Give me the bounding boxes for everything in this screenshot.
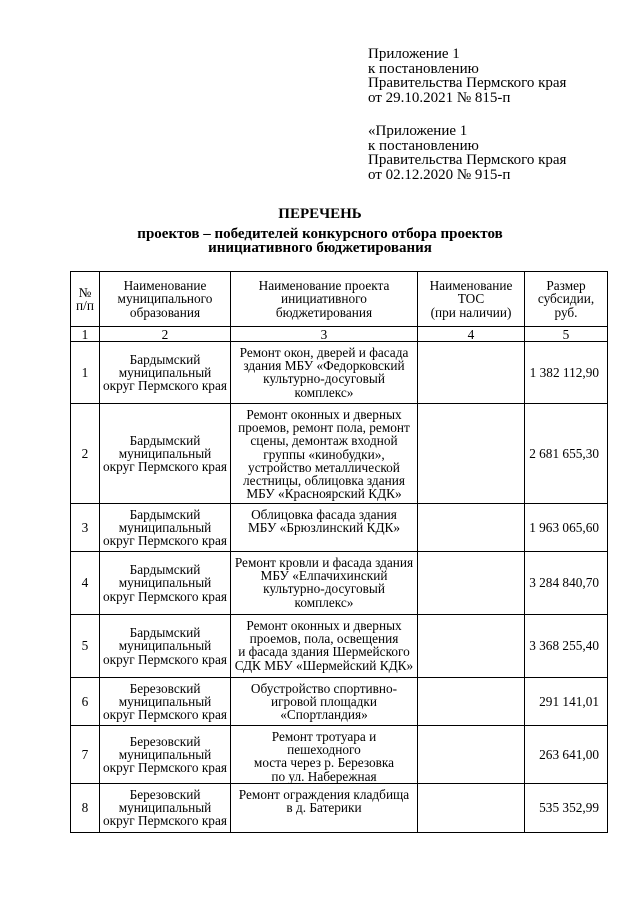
- municipality-cell: [100, 678, 231, 726]
- column-number: 4: [418, 327, 525, 342]
- row-number: 4: [71, 552, 100, 615]
- header-number: № п/п: [71, 272, 100, 327]
- appendix-line: к постановлению: [368, 60, 479, 77]
- tos-cell: [418, 783, 525, 832]
- project-line: Ремонт тротуара и пешеходного: [271, 729, 377, 758]
- municipality-line: муниципальный: [118, 575, 212, 591]
- subsidy-cell: 291 141,01: [525, 678, 608, 726]
- project-cell: [231, 504, 418, 552]
- column-number: 2: [100, 327, 231, 342]
- appendix-line: от 02.12.2020 № 915-п: [368, 166, 511, 183]
- column-number-row: [71, 327, 608, 342]
- appendix-line: от 29.10.2021 № 815-п: [368, 89, 511, 106]
- subsidy-cell: 535 352,99: [525, 783, 608, 832]
- header-project: Наименование проекта инициативного бюджетирования: [231, 272, 418, 327]
- table-row: [71, 552, 608, 615]
- project-line: устройство металлической: [248, 459, 400, 475]
- project-line: культурно-досуговый: [263, 581, 385, 597]
- subsidy-cell: 2 681 655,30: [525, 404, 608, 504]
- appendix-line: Правительства Пермского края: [368, 75, 567, 91]
- project-cell: [231, 615, 418, 678]
- municipality-cell: [100, 404, 231, 504]
- project-line: в д. Батерики: [286, 800, 362, 816]
- project-line: группы «кинобудки»,: [263, 446, 385, 462]
- municipality-line: муниципальный: [118, 638, 212, 654]
- project-line: Ремонт кровли и фасада здания: [234, 555, 414, 570]
- document-subtitle: [0, 227, 640, 255]
- table-row: [71, 615, 608, 678]
- project-line: здания МБУ «Федорковский: [243, 358, 405, 374]
- header-municipality: Наименование муниципального образования: [100, 272, 231, 327]
- project-line: по ул. Набережная: [271, 768, 377, 784]
- municipality-line: Бардымский: [129, 432, 201, 448]
- tos-cell: [418, 552, 525, 615]
- project-line: культурно-досуговый: [263, 371, 385, 387]
- project-line: МБУ «Красноярский КДК»: [246, 486, 402, 502]
- subsidy-cell: 3 284 840,70: [525, 552, 608, 615]
- municipality-line: Бардымский: [129, 625, 201, 641]
- document-title: ПЕРЕЧЕНЬ: [278, 206, 362, 222]
- tos-cell: [418, 404, 525, 504]
- row-number: 1: [71, 342, 100, 404]
- table-row: [71, 783, 608, 832]
- header-subsidy: Размер субсидии, руб.: [525, 272, 608, 327]
- table-row: [71, 726, 608, 784]
- municipality-line: округ Пермского края: [103, 459, 227, 475]
- subsidy-cell: 1 963 065,60: [525, 504, 608, 552]
- project-line: Обустройство спортивно-: [250, 681, 398, 696]
- municipality-cell: [100, 615, 231, 678]
- tos-cell: [418, 726, 525, 784]
- municipality-line: округ Пермского края: [103, 651, 227, 667]
- appendix-current: [368, 47, 566, 105]
- municipality-line: муниципальный: [118, 364, 212, 380]
- project-cell: [231, 342, 418, 404]
- subsidy-cell: 3 368 255,40: [525, 615, 608, 678]
- municipality-line: муниципальный: [118, 693, 212, 709]
- row-number: 2: [71, 404, 100, 504]
- project-line: моста через р. Березовка: [253, 755, 395, 771]
- project-line: проемов, ремонт пола, ремонт: [238, 420, 410, 436]
- municipality-line: округ Пермского края: [103, 760, 227, 775]
- project-line: комплекс»: [294, 594, 354, 610]
- municipality-cell: [100, 783, 231, 832]
- tos-cell: [418, 678, 525, 726]
- project-line: Ремонт окон, дверей и фасада: [239, 345, 409, 360]
- column-number: 5: [525, 327, 608, 342]
- project-cell: [231, 552, 418, 615]
- municipality-line: округ Пермского края: [103, 533, 227, 549]
- municipality-cell: [100, 726, 231, 784]
- appendix-line: Приложение 1: [368, 46, 460, 62]
- project-line: Ремонт ограждения кладбища: [238, 786, 410, 802]
- subtitle-line: проектов – победителей конкурсного отбора проектов: [137, 226, 503, 242]
- appendix-line: «Приложение 1: [368, 123, 468, 139]
- municipality-line: округ Пермского края: [103, 588, 227, 604]
- municipality-line: муниципальный: [118, 746, 212, 762]
- municipality-cell: [100, 504, 231, 552]
- municipality-line: муниципальный: [118, 800, 212, 816]
- project-line: игровой площадки: [270, 694, 378, 710]
- municipality-line: муниципальный: [118, 445, 212, 461]
- tos-cell: [418, 342, 525, 404]
- municipality-line: Бардымский: [129, 506, 201, 522]
- project-line: и фасада здания Шермейского: [238, 644, 410, 660]
- tos-cell: [418, 615, 525, 678]
- project-cell: [231, 404, 418, 504]
- row-number: 8: [71, 783, 100, 832]
- project-line: Ремонт оконных и дверных: [246, 407, 402, 422]
- appendix-line: Правительства Пермского края: [368, 152, 567, 168]
- appendix-line: к постановлению: [368, 137, 479, 154]
- project-line: комплекс»: [294, 384, 354, 400]
- table-row: [71, 504, 608, 552]
- municipality-line: Бардымский: [129, 351, 201, 367]
- tos-cell: [418, 504, 525, 552]
- project-cell: [231, 726, 418, 784]
- subsidy-cell: 263 641,00: [525, 726, 608, 784]
- table-row: [71, 342, 608, 404]
- projects-table: [70, 271, 608, 833]
- project-line: «Спортландия»: [280, 707, 368, 723]
- municipality-line: Березовский: [129, 680, 201, 696]
- column-number: 1: [71, 327, 100, 342]
- row-number: 6: [71, 678, 100, 726]
- project-cell: [231, 678, 418, 726]
- project-line: Облицовка фасада здания: [251, 507, 397, 522]
- row-number: 7: [71, 726, 100, 784]
- column-number: 3: [231, 327, 418, 342]
- subtitle-line: инициативного бюджетирования: [208, 240, 432, 256]
- project-line: Ремонт оконных и дверных: [246, 618, 402, 633]
- project-line: МБУ «Брюзлинский КДК»: [247, 520, 401, 536]
- table-row: [71, 404, 608, 504]
- municipality-line: округ Пермского края: [103, 378, 227, 394]
- project-line: СДК МБУ «Шермейский КДК»: [234, 657, 414, 673]
- municipality-line: округ Пермского края: [103, 707, 227, 723]
- municipality-line: Бардымский: [129, 562, 201, 578]
- municipality-line: Березовский: [129, 733, 201, 749]
- project-line: лестницы, облицовка здания: [243, 473, 405, 489]
- municipality-cell: [100, 342, 231, 404]
- header-tos: Наименование ТОС (при наличии): [418, 272, 525, 327]
- row-number: 5: [71, 615, 100, 678]
- project-line: сцены, демонтаж входной: [250, 433, 398, 449]
- project-line: МБУ «Елпачихинский: [260, 568, 388, 584]
- appendix-original: [368, 124, 566, 182]
- subsidy-cell: 1 382 112,90: [525, 342, 608, 404]
- municipality-cell: [100, 552, 231, 615]
- project-line: проемов, пола, освещения: [249, 631, 399, 647]
- table-header-row: [71, 272, 608, 327]
- row-number: 3: [71, 504, 100, 552]
- project-cell: [231, 783, 418, 832]
- municipality-line: Березовский: [129, 787, 201, 802]
- table-row: [71, 678, 608, 726]
- municipality-line: муниципальный: [118, 519, 212, 535]
- municipality-line: округ Пермского края: [103, 813, 227, 829]
